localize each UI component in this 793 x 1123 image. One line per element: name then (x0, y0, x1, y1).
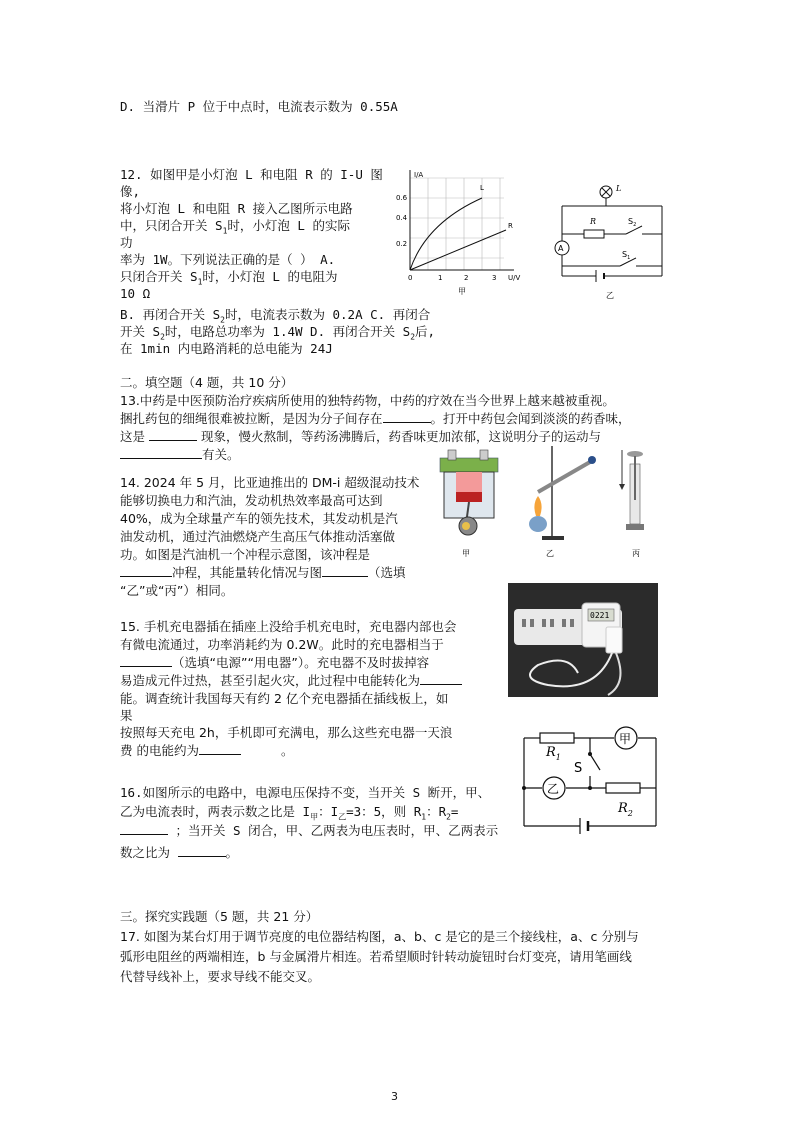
q12-line: 只闭合开关 $S_1$时，小灯泡 L 的电阻为 (120, 269, 338, 287)
graph-xtick: 3 (492, 274, 497, 282)
graph-caption: 甲 (458, 287, 466, 296)
q12-line: 率为 1W。下列说法正确的是（ ） A. (120, 252, 336, 267)
graph-ytick: 0.6 (396, 194, 408, 202)
fig-caption-bing: 丙 (632, 549, 640, 558)
q17-line: 弧形电阻丝的两端相连，b 与金属滑片相连。若希望顺时针转动旋钮时台灯变亮，请用笔画线 (120, 949, 632, 964)
fig-caption-jia: 甲 (462, 549, 470, 558)
q16-line: ；当开关 S 闭合，甲、乙两表为电压表时，甲、乙两表示 (120, 822, 498, 839)
q14-figures (430, 440, 660, 562)
q17-line: 17. 如图为某台灯用于调节亮度的电位器结构图，a、b、c 是它的是三个接线柱，a、c 分别与 (120, 929, 639, 944)
q15-line: 果 (120, 708, 133, 723)
r2-label: $R_2$ (618, 801, 633, 818)
fig-caption-yi: 乙 (546, 549, 554, 558)
q12-line: 像, (120, 184, 141, 199)
q14-line: 14. 2024 年 5 月，比亚迪推出的 DM-i 超级混动技术 (120, 475, 420, 490)
graph-ytick: 0.4 (396, 214, 408, 222)
section-title: 三。探究实践题（5 题，共 21 分） (120, 909, 319, 924)
q12-line: 10 Ω (120, 286, 151, 301)
graph-xlabel: U/V (508, 274, 521, 282)
q14-line: 冲程，其能量转化情况与图 （选填 (120, 564, 406, 581)
q15-line: 有微电流通过，功率消耗约为 0.2W。此时的充电器相当于 (120, 637, 444, 652)
answer-blank (120, 822, 168, 835)
q17-line: 代替导线补上，要求导线不能交叉。 (120, 969, 321, 984)
switch-s1-label: $S_1$ (622, 250, 631, 261)
q12-line: 功 (120, 235, 133, 250)
q15-line: （选填“电源”“用电器”）。充电器不及时拔掉容 (120, 654, 429, 671)
q12-circuit (548, 178, 676, 300)
q12-line: 开关 $S_2$时，电路总功率为 1.4W D. 再闭合开关 $S_2$后, (120, 324, 436, 342)
ammeter-label: A (558, 244, 564, 253)
q11-option-d: D. 当滑片 P 位于中点时，电流表示数为 0.55A (120, 99, 398, 114)
q12-line: 12. 如图甲是小灯泡 L 和电阻 R 的 I-U 图 (120, 167, 383, 182)
graph-ytick: 0.2 (396, 240, 408, 248)
lamp-label: L (616, 184, 622, 193)
q15-line: 费 的电能约为 。 (120, 743, 294, 758)
answer-blank (149, 428, 197, 441)
q15-line: 15. 手机充电器插在插座上没给手机充电时，充电器内部也会 (120, 619, 457, 634)
answer-blank (322, 564, 368, 577)
page-number: 3 (391, 1090, 398, 1103)
q16-line: 数之比为 。 (120, 845, 239, 860)
r1-label: $R_1$ (546, 745, 561, 762)
answer-blank (420, 672, 462, 685)
iu-graph (396, 168, 532, 296)
answer-blank (383, 410, 431, 423)
answer-blank (120, 564, 172, 577)
meter-reading: 0221 (590, 611, 610, 620)
q13-line: 有关。 (120, 446, 240, 463)
curve-label-r: R (508, 222, 513, 230)
q13-line: 这是 现象，慢火熬制，等药汤沸腾后，药香味更加浓郁，这说明分子的运动与 (120, 429, 601, 444)
q12-line: 中，只闭合开关 $S_1$时，小灯泡 L 的实际 (120, 218, 350, 236)
q16-line: 16.如图所示的电路中，电源电压保持不变，当开关 S 断开，甲、 (120, 785, 491, 800)
graph-xtick: 1 (438, 274, 443, 282)
resistor-label: R (590, 217, 597, 226)
graph-xtick: 2 (464, 274, 469, 282)
q14-line: 能够切换电力和汽油，发动机热效率最高可达到 (120, 493, 383, 508)
section-title: 二。填空题（4 题，共 10 分） (120, 375, 294, 390)
q15-line: 易造成元件过热，甚至引起火灾，此过程中电能转化为 (120, 672, 462, 689)
q14-line: “乙”或“丙”）相同。 (120, 583, 234, 598)
meter-yi-label: 乙 (547, 782, 560, 796)
graph-ylabel: I/A (414, 171, 424, 179)
answer-blank (178, 844, 226, 857)
q16-line: 乙为电流表时，两表示数之比是 $I_甲$：$I_乙=3$：5，则 $R_1$：$R_2=$ (120, 804, 459, 822)
graph-xtick: 0 (408, 274, 413, 282)
charger-photo (508, 583, 658, 697)
circuit-caption: 乙 (606, 291, 614, 300)
curve-label-l: L (480, 184, 484, 192)
q14-line: 油发动机，通过汽油燃烧产生高压气体推动活塞做 (120, 529, 396, 544)
q15-line: 按照每天充电 2h，手机即可充满电，那么这些充电器一天浪 (120, 725, 453, 740)
q14-line: 40%，成为全球量产车的领先技术，其发动机是汽 (120, 511, 398, 526)
q13-line: 13.中药是中医预防治疗疾病所使用的独特药物，中药的疗效在当今世界上越来越被重视。 (120, 393, 615, 408)
q12-line: 将小灯泡 L 和电阻 R 接入乙图所示电路 (120, 201, 353, 216)
answer-blank (199, 742, 241, 755)
switch-label: S (574, 761, 583, 776)
meter-jia-label: 甲 (619, 732, 632, 746)
switch-s2-label: $S_2$ (628, 217, 637, 228)
q13-line: 捆扎药包的细绳很难被拉断，是因为分子间存在 。打开中药包会闻到淡淡的药香味， (120, 411, 631, 426)
answer-blank (120, 446, 202, 459)
answer-blank (120, 654, 172, 667)
q15-line: 能。调查统计我国每天有约 2 亿个充电器插在插线板上，如 (120, 691, 449, 706)
q14-line: 功。如图是汽油机一个冲程示意图，该冲程是 (120, 547, 371, 562)
q12-line: B. 再闭合开关 $S_2$时，电流表示数为 0.2A C. 再闭合 (120, 307, 431, 325)
q16-circuit (518, 720, 664, 836)
q12-line: 在 1min 内电路消耗的总电能为 24J (120, 341, 333, 356)
